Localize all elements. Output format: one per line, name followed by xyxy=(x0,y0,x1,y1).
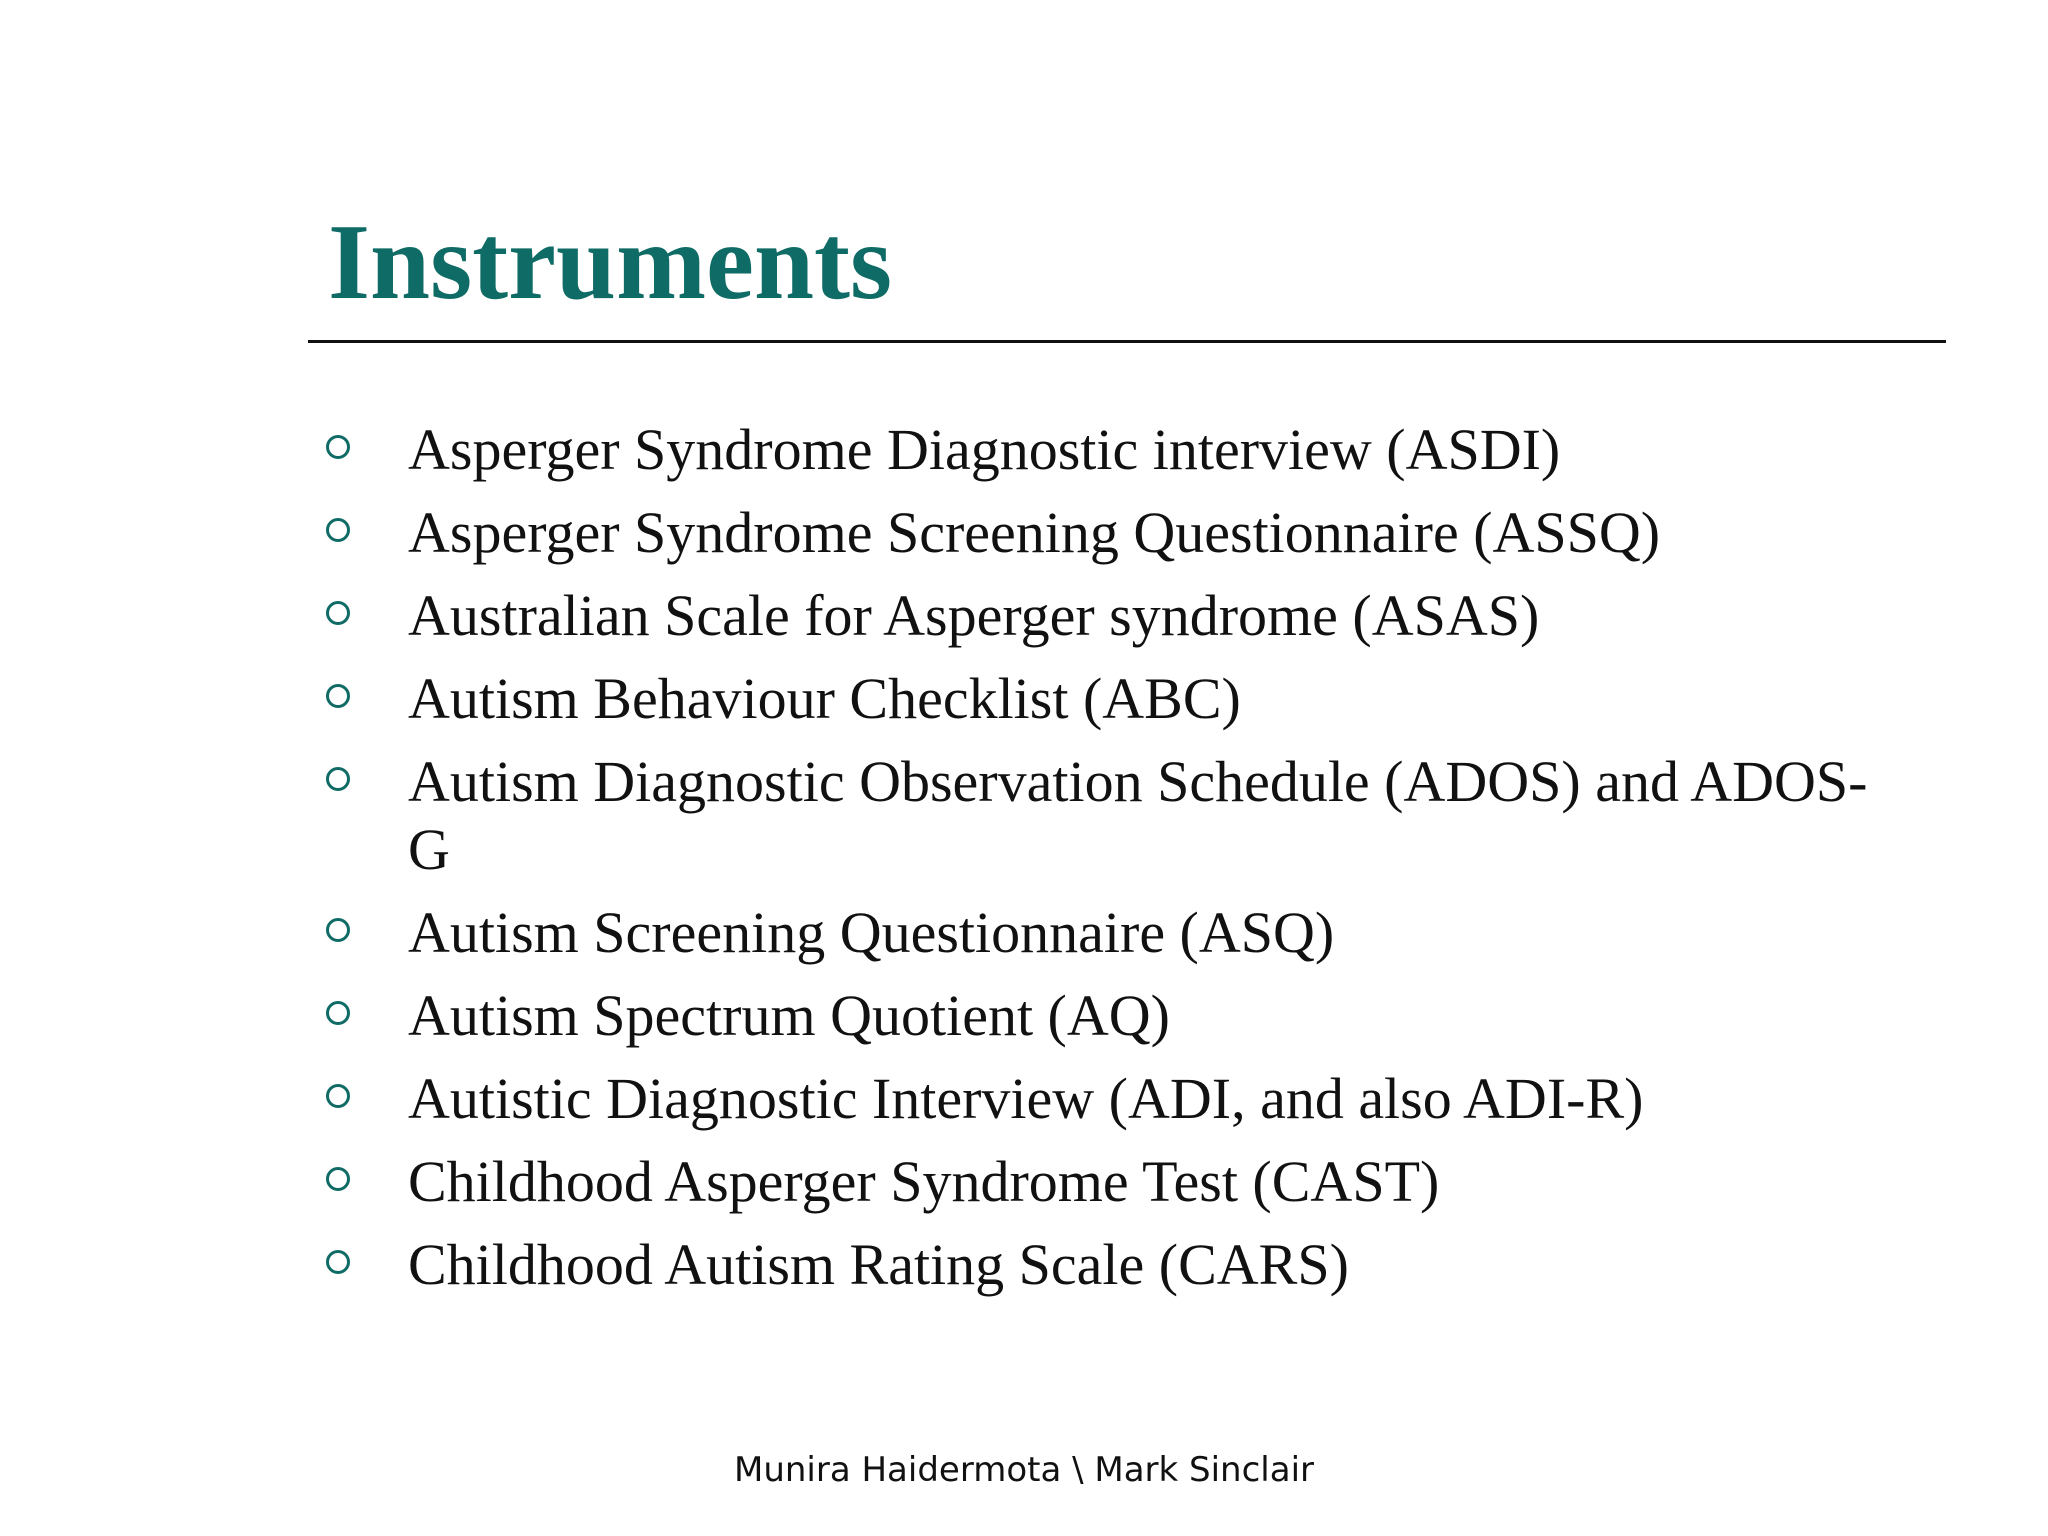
bullet-list xyxy=(326,416,1886,1314)
hollow-circle-bullet-icon xyxy=(326,518,350,542)
hollow-circle-bullet-icon xyxy=(326,767,350,791)
slide-title: Instruments xyxy=(328,203,893,322)
list-item-text: Autism Screening Questionnaire (ASQ) xyxy=(408,900,1335,965)
hollow-circle-bullet-icon xyxy=(326,601,350,625)
list-item xyxy=(326,899,1886,982)
list-item xyxy=(326,665,1886,748)
list-item-text: Asperger Syndrome Screening Questionnaire (ASSQ) xyxy=(408,500,1661,565)
list-item xyxy=(326,748,1886,899)
hollow-circle-bullet-icon xyxy=(326,684,350,708)
hollow-circle-bullet-icon xyxy=(326,1167,350,1191)
list-item-text: Australian Scale for Asperger syndrome (ASAS) xyxy=(408,583,1540,648)
list-item xyxy=(326,416,1886,499)
title-divider xyxy=(308,340,1946,343)
list-item-text: Autism Diagnostic Observation Schedule (ADOS) and ADOS-G xyxy=(408,749,1868,882)
hollow-circle-bullet-icon xyxy=(326,918,350,942)
list-item-text: Asperger Syndrome Diagnostic interview (ASDI) xyxy=(408,417,1561,482)
footer-authors: Munira Haidermota \ Mark Sinclair xyxy=(733,1450,1314,1490)
hollow-circle-bullet-icon xyxy=(326,1001,350,1025)
list-item-text: Autism Behaviour Checklist (ABC) xyxy=(408,666,1241,731)
list-item xyxy=(326,1065,1886,1148)
list-item-text: Autism Spectrum Quotient (AQ) xyxy=(408,983,1170,1048)
list-item xyxy=(326,582,1886,665)
hollow-circle-bullet-icon xyxy=(326,435,350,459)
hollow-circle-bullet-icon xyxy=(326,1084,350,1108)
list-item-text: Autistic Diagnostic Interview (ADI, and also ADI-R) xyxy=(408,1066,1644,1131)
list-item xyxy=(326,499,1886,582)
list-item xyxy=(326,1231,1886,1314)
hollow-circle-bullet-icon xyxy=(326,1250,350,1274)
list-item-text: Childhood Asperger Syndrome Test (CAST) xyxy=(408,1149,1440,1214)
list-item xyxy=(326,982,1886,1065)
list-item xyxy=(326,1148,1886,1231)
list-item-text: Childhood Autism Rating Scale (CARS) xyxy=(408,1232,1349,1297)
